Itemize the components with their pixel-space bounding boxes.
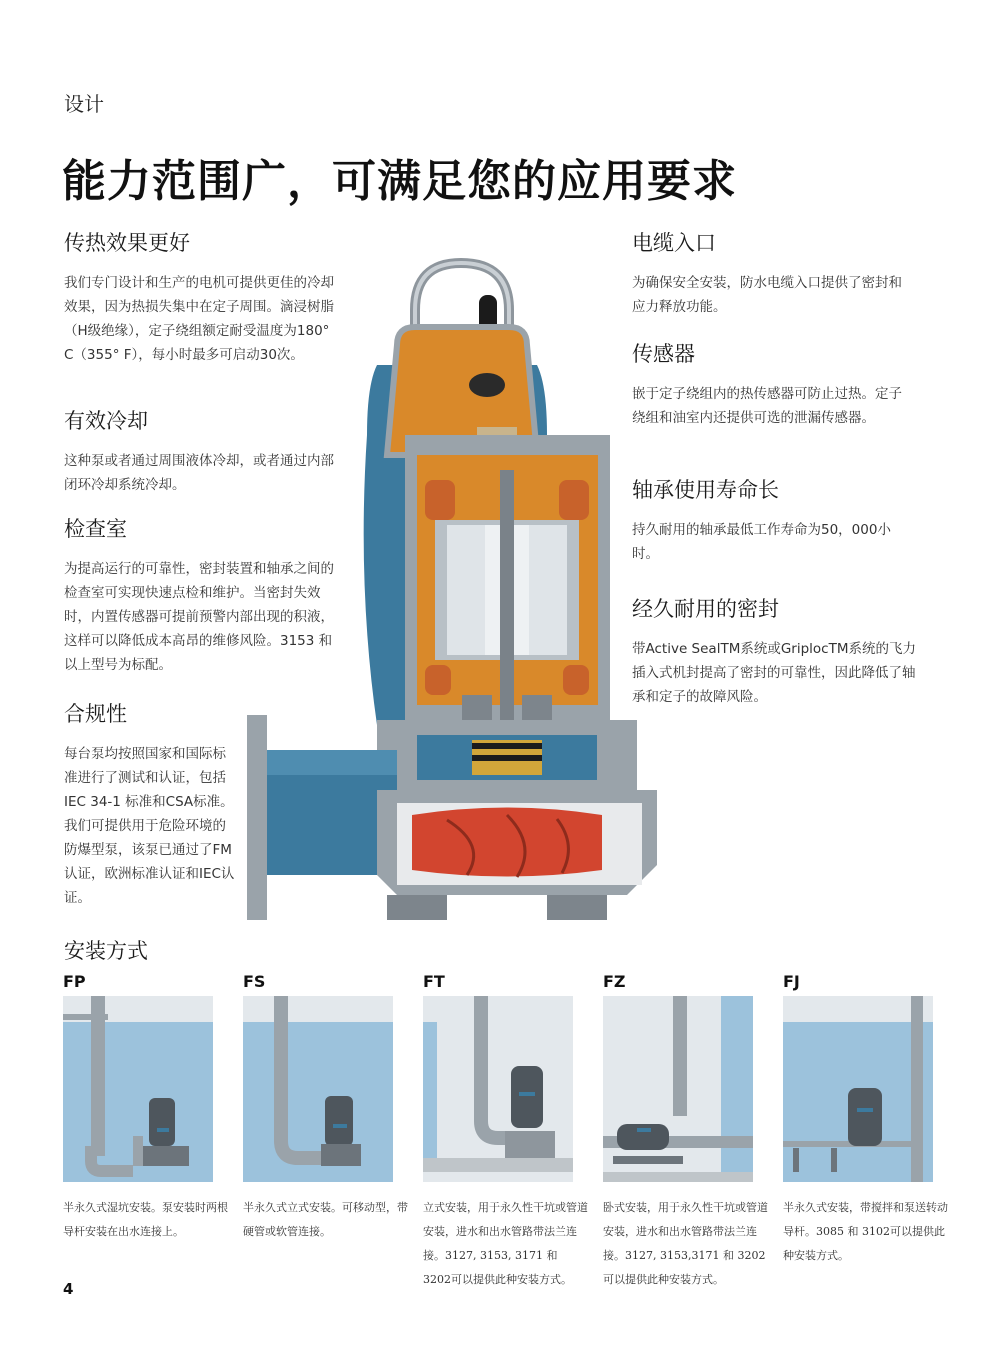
feature-text: 带Active SealTM系统或GriplocTM系统的飞力插入式机封提高了密封的可靠性，因此降低了轴承和定子的故障风险。 [632, 641, 917, 705]
feature-title: 传热效果更好 [64, 231, 190, 255]
method-code: FT [423, 972, 445, 991]
installation-title: 安装方式 [64, 939, 148, 963]
page-headline: 能力范围广，可满足您的应用要求 [62, 156, 737, 207]
install-fz-illustration [603, 996, 753, 1182]
method-desc: 立式安装，用于永久性干坑或管道安装，进水和出水管路带法兰连接。3127, 3153, 3171 和 3202可以提供此种安装方式。 [423, 1201, 588, 1286]
feature-title: 轴承使用寿命长 [632, 478, 779, 502]
feature-text: 每台泵均按照国家和国际标准进行了测试和认证，包括IEC 34-1 标准和CSA标准。 我们可提供用于危险环境的防爆型泵，该泵已通过了FM认证，欧洲标准认证和IEC认证。 [64, 746, 235, 906]
feature-title: 检查室 [64, 517, 127, 541]
page-number: 4 [63, 1280, 74, 1298]
feature-title: 传感器 [632, 342, 695, 366]
feature-text: 持久耐用的轴承最低工作寿命为50，000小时。 [632, 522, 891, 562]
feature-title: 经久耐用的密封 [632, 597, 779, 621]
feature-title: 合规性 [64, 702, 127, 726]
install-fp-illustration [63, 996, 213, 1182]
pump-cutaway-illustration [247, 255, 665, 920]
install-fs-illustration [243, 996, 393, 1182]
feature-title: 电缆入口 [632, 231, 716, 255]
feature-cable-entry [632, 227, 912, 319]
install-fj-illustration [783, 996, 933, 1182]
feature-compliance [64, 698, 236, 910]
method-code: FP [63, 972, 86, 991]
feature-text: 我们专门设计和生产的电机可提供更佳的冷却效果，因为热损失集中在定子周围。滴浸树脂（H级绝缘），定子绕组额定耐受温度为180° C（355° F），每小时最多可启动30次。 [64, 275, 334, 363]
feature-text: 为确保安全安装，防水电缆入口提供了密封和应力释放功能。 [632, 275, 902, 315]
feature-bearings [632, 474, 912, 566]
feature-seals [632, 593, 927, 709]
method-desc: 半永久式安装，带搅拌和泵送转动导杆。3085 和 3102可以提供此种安装方式。 [783, 1201, 948, 1262]
feature-text: 嵌于定子绕组内的热传感器可防止过热。定子绕组和油室内还提供可选的泄漏传感器。 [632, 386, 902, 426]
section-label: 设计 [64, 92, 104, 116]
feature-text: 这种泵或者通过周围液体冷却，或者通过内部闭环冷却系统冷却。 [64, 453, 334, 493]
method-desc: 半永久式立式安装。可移动型，带硬管或软管连接。 [243, 1201, 408, 1238]
feature-text: 为提高运行的可靠性，密封装置和轴承之间的检查室可实现快速点检和维护。当密封失效时，内置传感器可提前预警内部出现的积液，这样可以降低成本高昂的维修风险。3153 和以上型号为标配。 [64, 561, 334, 673]
install-method-fp [63, 972, 233, 1244]
install-ft-illustration [423, 996, 573, 1182]
install-method-fj [783, 972, 953, 1268]
install-method-ft [423, 972, 593, 1292]
feature-sensors [632, 338, 912, 430]
method-code: FS [243, 972, 266, 991]
method-code: FZ [603, 972, 626, 991]
method-desc: 卧式安装，用于永久性干坑或管道安装，进水和出水管路带法兰连接。3127, 3153,3171 和 3202可以提供此种安装方式。 [603, 1201, 768, 1286]
feature-title: 有效冷却 [64, 409, 148, 433]
method-code: FJ [783, 972, 800, 991]
install-method-fs [243, 972, 413, 1244]
install-method-fz [603, 972, 773, 1292]
method-desc: 半永久式湿坑安装。泵安装时两根导杆安装在出水连接上。 [63, 1201, 228, 1238]
